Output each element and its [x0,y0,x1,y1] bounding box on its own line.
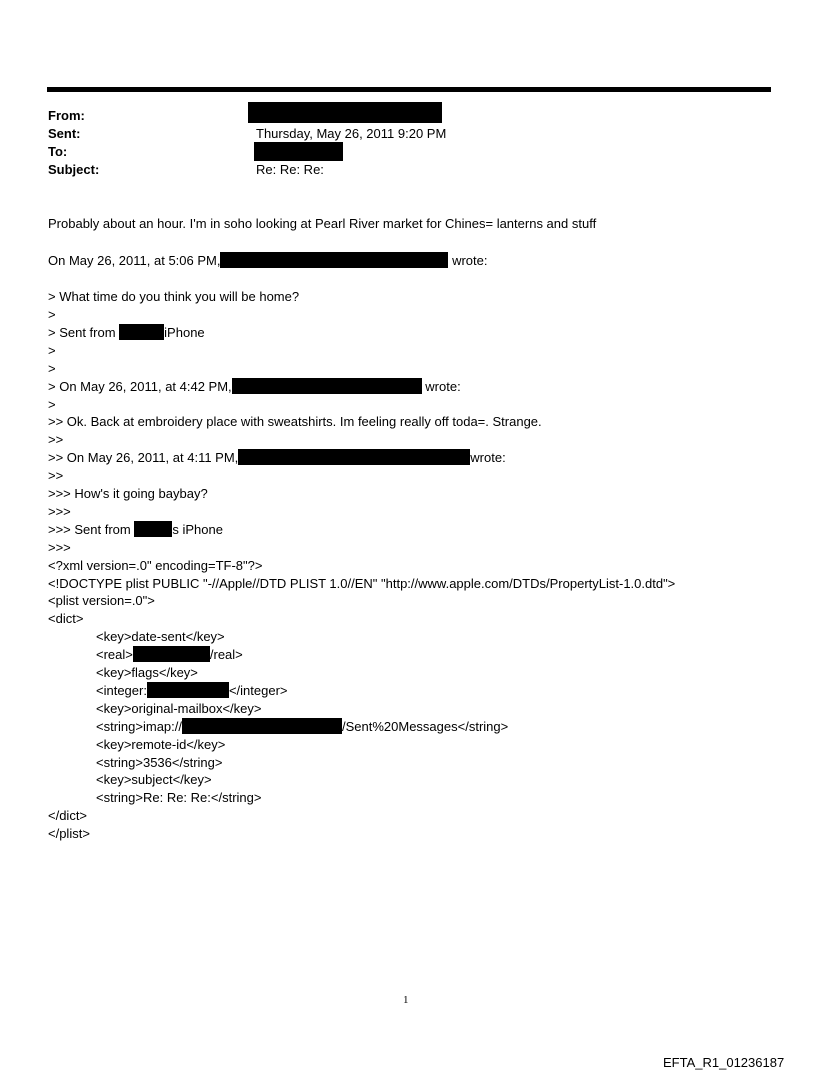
body-line: <string>Re: Re: Re:</string> [96,790,262,805]
body-line: >> [48,468,64,483]
sent-label: Sent: [48,126,81,141]
bates-number: EFTA_R1_01236187 [663,1055,785,1070]
body-line: <dict> [48,611,84,626]
body-line: > [48,343,56,358]
body-line: >> Ok. Back at embroidery place with sweatshirts. Im feeling really off toda=. Strange. [48,414,542,429]
body-line: >>> [48,504,71,519]
to-label: To: [48,144,68,159]
body-line: <key>date-sent</key> [96,629,225,644]
body-line: Probably about an hour. I'm in soho looking at Pearl River market for Chines= lanterns and stuff [48,216,597,231]
body-line: > What time do you think you will be home? [48,289,300,304]
body-line: > [48,361,56,376]
redaction [232,378,422,394]
body-line: > [48,397,56,412]
body-line: >>> Sent from s iPhone [48,522,223,537]
redaction [238,449,470,465]
body-line: <key>original-mailbox</key> [96,701,262,716]
body-line: <key>flags</key> [96,665,198,680]
body-line: > [48,307,56,322]
body-line: <integer: </integer> [96,683,288,698]
redaction [134,521,172,537]
body-line: <key>remote-id</key> [96,737,226,752]
body-line: <string>imap:// /Sent%20Messages</string> [96,719,509,734]
body-line: On May 26, 2011, at 5:06 PM, wrote: [48,253,488,268]
body-line: <key>subject</key> [96,772,212,787]
redaction [119,324,164,340]
page-number: 1 [403,994,409,1006]
subject-label: Subject: [48,162,100,177]
sent-value: Thursday, May 26, 2011 9:20 PM [256,126,447,141]
body-line: <!DOCTYPE plist PUBLIC "-//Apple//DTD PLIST 1.0//EN" "http://www.apple.com/DTDs/PropertyList-1.0.dtd"> [48,576,676,591]
from-redaction [248,102,442,123]
body-line: <?xml version=.0" encoding=TF-8"?> [48,558,263,573]
body-line: >>> How's it going baybay? [48,486,208,501]
body-line: > Sent from iPhone [48,325,205,340]
redaction [220,252,448,268]
from-label: From: [48,108,85,123]
body-line: <string>3536</string> [96,755,223,770]
body-line: >> [48,432,64,447]
body-line: </plist> [48,826,90,841]
redaction [147,682,229,698]
body-line: </dict> [48,808,88,823]
body-line: > On May 26, 2011, at 4:42 PM, wrote: [48,379,461,394]
body-line: >>> [48,540,71,555]
redaction [133,646,210,662]
header-rule [47,87,771,92]
body-line: <real> /real> [96,647,243,662]
subject-value: Re: Re: Re: [256,162,324,177]
to-redaction [254,142,343,161]
body-line: <plist version=.0"> [48,593,155,608]
redaction [182,718,342,734]
body-line: >> On May 26, 2011, at 4:11 PM, wrote: [48,450,506,465]
